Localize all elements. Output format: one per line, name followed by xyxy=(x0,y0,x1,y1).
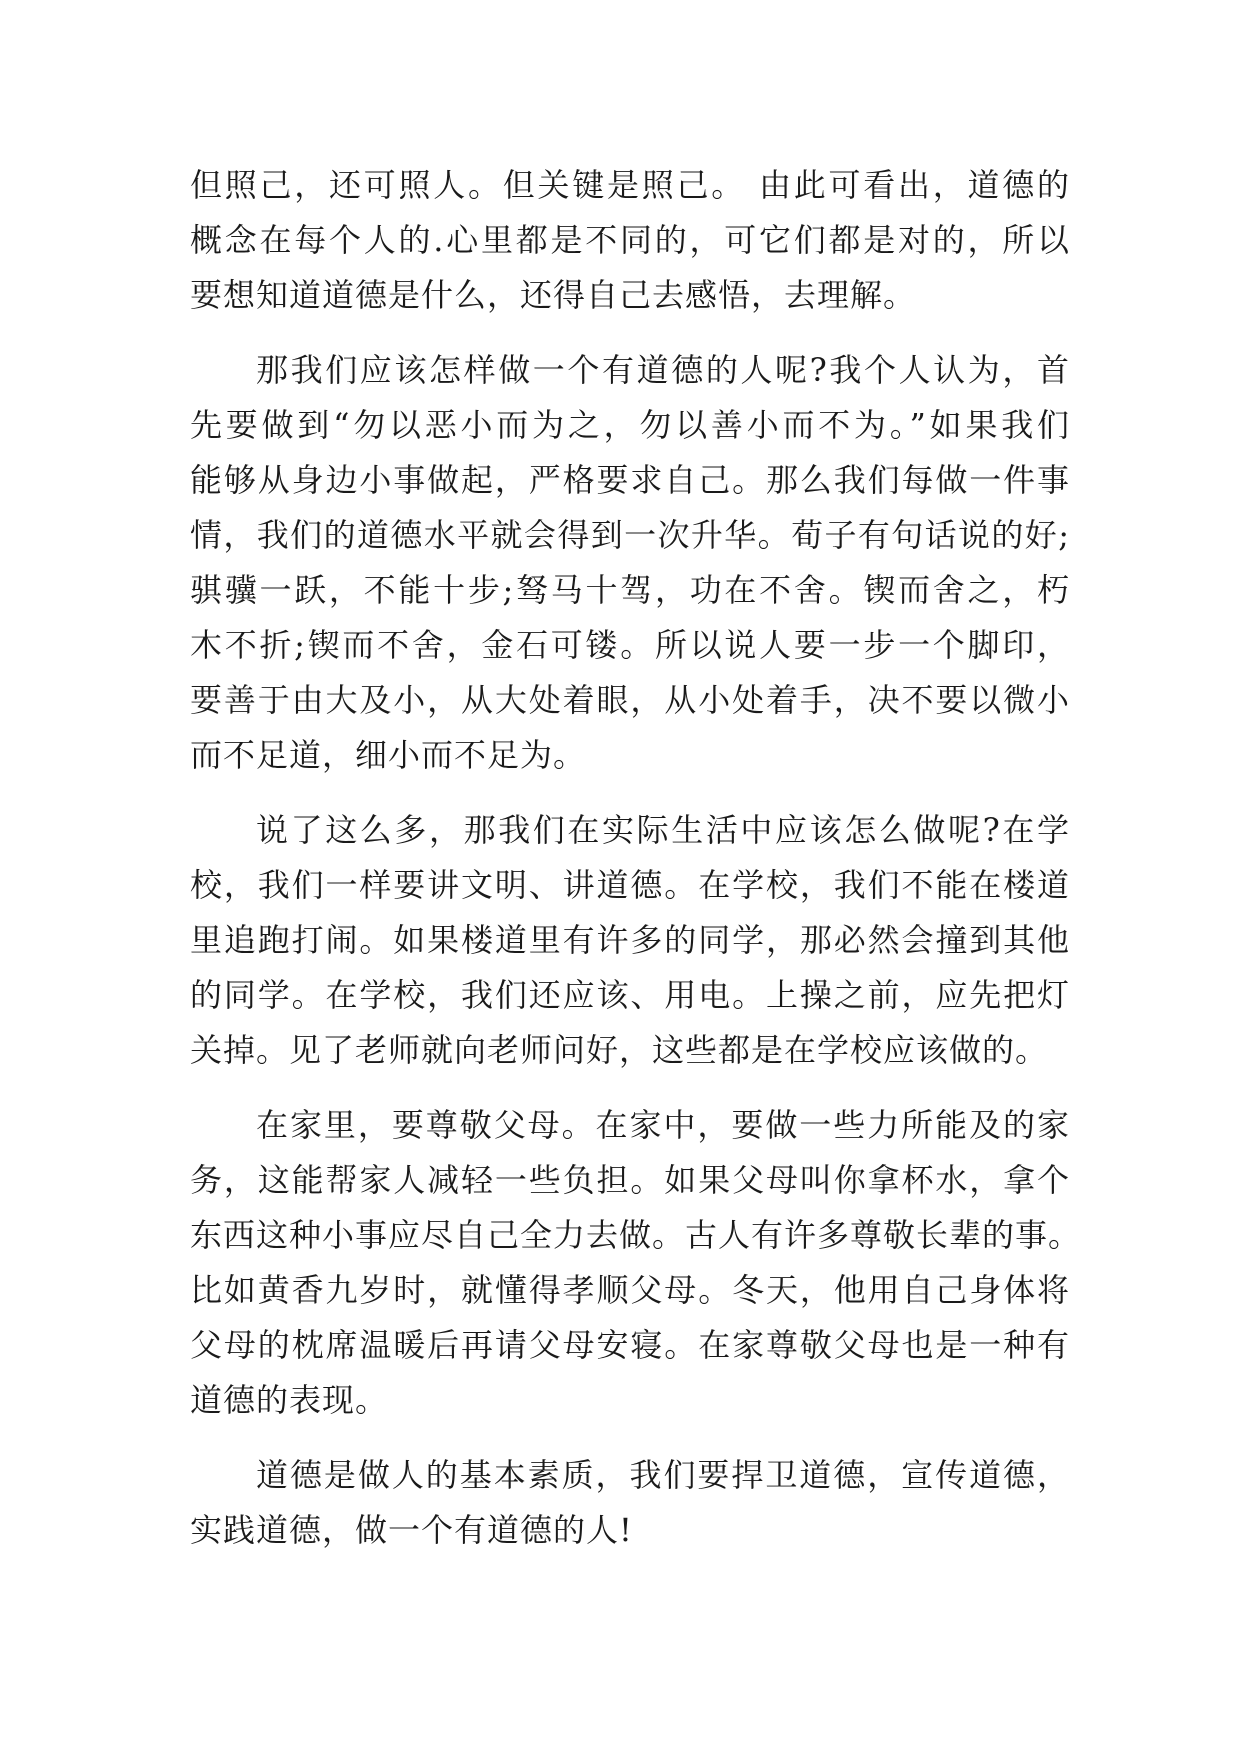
text-line: 说了这么多，那我们在实际生活中应该怎么做呢?在学 xyxy=(256,811,1070,849)
text-line: 父母的枕席温暖后再请父母安寝。在家尊敬父母也是一种有 xyxy=(190,1326,1070,1364)
body-text xyxy=(190,158,1082,1558)
text-line: 但照己，还可照人。但关键是照己。 由此可看出，道德的 xyxy=(190,166,1070,204)
text-line: 骐骥一跃，不能十步;驽马十驾，功在不舍。锲而舍之，朽 xyxy=(190,571,1070,609)
text-line: 道德的表现。 xyxy=(190,1381,389,1419)
text-line: 在家里，要尊敬父母。在家中，要做一些力所能及的家 xyxy=(256,1106,1070,1144)
text-line: 那我们应该怎样做一个有道德的人呢?我个人认为，首 xyxy=(256,351,1070,389)
text-line: 校，我们一样要讲文明、讲道德。在学校，我们不能在楼道 xyxy=(190,866,1070,904)
text-line: 情，我们的道德水平就会得到一次升华。荀子有句话说的好; xyxy=(190,516,1070,554)
text-line: 实践道德，做一个有道德的人! xyxy=(190,1511,633,1549)
paragraph xyxy=(190,1448,1070,1558)
text-line: 关掉。见了老师就向老师问好，这些都是在学校应该做的。 xyxy=(190,1031,1049,1069)
paragraph-gap xyxy=(190,1078,1070,1098)
paragraph-gap xyxy=(190,323,1070,343)
text-line: 而不足道，细小而不足为。 xyxy=(190,736,587,774)
text-line: 的同学。在学校，我们还应该、用电。上操之前，应先把灯 xyxy=(190,976,1070,1014)
paragraph xyxy=(190,343,1070,783)
text-line: 东西这种小事应尽自己全力去做。古人有许多尊敬长辈的事。 xyxy=(190,1216,1082,1254)
text-line: 要善于由大及小，从大处着眼，从小处着手，决不要以微小 xyxy=(190,681,1070,719)
text-line: 比如黄香九岁时，就懂得孝顺父母。冬天，他用自己身体将 xyxy=(190,1271,1070,1309)
paragraph-gap xyxy=(190,1428,1070,1448)
text-line: 概念在每个人的.心里都是不同的，可它们都是对的，所以 xyxy=(190,221,1070,259)
text-line: 木不折;锲而不舍，金石可镂。所以说人要一步一个脚印， xyxy=(190,626,1070,664)
paragraph xyxy=(190,158,1070,323)
text-line: 务，这能帮家人减轻一些负担。如果父母叫你拿杯水，拿个 xyxy=(190,1161,1070,1199)
text-line: 道德是做人的基本素质，我们要捍卫道德，宣传道德， xyxy=(256,1456,1070,1494)
text-line: 里追跑打闹。如果楼道里有许多的同学，那必然会撞到其他 xyxy=(190,921,1070,959)
paragraph-gap xyxy=(190,783,1070,803)
text-line: 能够从身边小事做起，严格要求自己。那么我们每做一件事 xyxy=(190,461,1070,499)
paragraph xyxy=(190,803,1070,1078)
text-line: 要想知道道德是什么，还得自己去感悟，去理解。 xyxy=(190,276,917,314)
paragraph xyxy=(190,1098,1082,1428)
text-line: 先要做到“勿以恶小而为之，勿以善小而不为。”如果我们 xyxy=(190,406,1070,444)
